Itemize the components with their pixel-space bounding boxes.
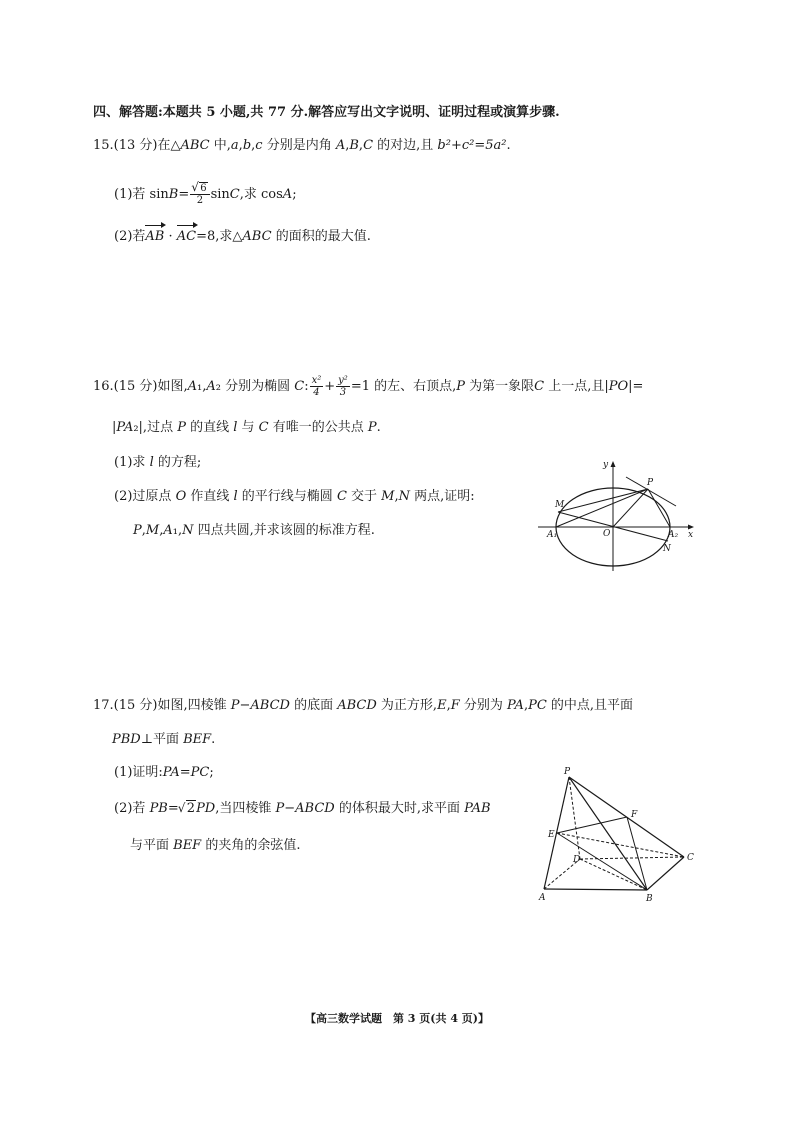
label-p: P xyxy=(647,478,654,488)
label-y: y xyxy=(603,460,609,470)
frac-num: x² xyxy=(311,375,322,386)
q16-text: 两点,证明: xyxy=(409,489,475,504)
q17-text: 与平面 xyxy=(130,838,174,853)
label-a: A xyxy=(539,893,546,903)
label-e: E xyxy=(548,830,555,840)
q17-var: P−ABCD xyxy=(230,698,290,713)
q16-text: =1 的左、右顶点, xyxy=(350,379,457,394)
frac-num: y² xyxy=(338,375,348,386)
q16-var: N xyxy=(398,489,410,504)
q16-var: P xyxy=(456,379,465,394)
q17-var: PA xyxy=(507,698,524,713)
q17-var: PC xyxy=(528,698,547,713)
q15-p1-frac-num xyxy=(190,183,209,195)
q16-fraction-y xyxy=(336,375,350,398)
q16-text: 为第一象限 xyxy=(465,379,535,394)
q16-var: C xyxy=(258,420,269,435)
q17-var: P−ABCD xyxy=(275,801,335,816)
q16-var: PO xyxy=(608,379,629,394)
q15-text: 的对边,且 xyxy=(373,138,438,153)
edge-pb xyxy=(569,777,647,890)
q16-var: M xyxy=(145,523,160,538)
q17-var: PD xyxy=(196,801,216,816)
q15-p1-var: B xyxy=(168,187,179,202)
q15-comma: , xyxy=(238,138,243,153)
q16-var: PA xyxy=(116,420,134,435)
q16-part2-line2 xyxy=(133,522,375,540)
q15-p2-text: 的面积的最大值. xyxy=(271,229,371,244)
vector-ab: AB xyxy=(145,229,165,244)
vector-ac: AC xyxy=(176,229,197,244)
q17-var: E xyxy=(437,698,447,713)
q16-text: . xyxy=(376,420,381,435)
q16-text: (1)求 xyxy=(114,455,150,470)
q16-var: A xyxy=(163,523,173,538)
q15-var-b: b xyxy=(242,138,252,153)
q17-text: 的底面 xyxy=(289,698,338,713)
q16-text: |= xyxy=(628,379,644,394)
q15-p1-eq: = xyxy=(178,187,190,202)
edge-ab xyxy=(544,889,647,890)
q15-text: 分别是内角 xyxy=(262,138,336,153)
q16-var: M xyxy=(381,489,395,504)
pyramid-figure xyxy=(530,765,702,905)
q16-var: C xyxy=(294,379,305,394)
q17-text: ,当四棱锥 xyxy=(215,801,276,816)
q15-stem-text: 15.(13 分)在△ xyxy=(93,138,181,153)
q17-part2 xyxy=(114,800,491,818)
q17-text: 为正方形, xyxy=(376,698,438,713)
q15-var-a: a xyxy=(230,138,239,153)
q16-text: 16.(15 分)如图, xyxy=(93,379,188,394)
q17-text: ⊥平面 xyxy=(140,732,184,747)
label-b: B xyxy=(646,894,653,904)
q17-text: 的夹角的余弦值. xyxy=(201,838,301,853)
q17-text: = xyxy=(167,801,179,816)
label-p: P xyxy=(564,767,571,777)
q16-var: P xyxy=(367,420,377,435)
q17-var: F xyxy=(450,698,460,713)
page-footer: 【高三数学试题 第 3 页(共 4 页)】 xyxy=(304,1012,490,1025)
q15-triangle: ABC xyxy=(180,138,210,153)
q16-var: P xyxy=(177,420,186,435)
q16-stem xyxy=(93,375,643,398)
q15-part2 xyxy=(114,228,371,246)
q15-angle-a: A xyxy=(335,138,346,153)
q16-var: A xyxy=(206,379,216,394)
ellipse-figure xyxy=(536,455,700,575)
q15-angle-c: C xyxy=(363,138,374,153)
q15-part1 xyxy=(114,183,297,206)
q17-var: BEF xyxy=(183,732,212,747)
q17-stem-line2 xyxy=(112,731,215,749)
q16-text: 交于 xyxy=(346,489,382,504)
q16-text: | xyxy=(112,420,117,435)
q16-text: (2)过原点 xyxy=(114,489,176,504)
q15-comma: , xyxy=(358,138,364,153)
q16-text: 的平行线与椭圆 xyxy=(237,489,337,504)
sqrt-sign xyxy=(179,800,196,818)
q17-var: ABCD xyxy=(337,698,377,713)
q15-period: . xyxy=(506,138,511,153)
q17-text: (1)证明: xyxy=(114,765,163,780)
q17-text: 的中点,且平面 xyxy=(546,698,634,713)
label-n: N xyxy=(663,544,671,554)
q15-p1-var: A xyxy=(282,187,293,202)
label-c: C xyxy=(687,853,694,863)
q17-text: 17.(15 分)如图,四棱锥 xyxy=(93,698,231,713)
q16-plus: + xyxy=(324,379,336,394)
q16-part2 xyxy=(114,488,475,506)
q16-var: l xyxy=(149,455,154,470)
q17-text: = xyxy=(179,765,191,780)
edge-bc xyxy=(647,857,684,890)
q17-text: 的体积最大时,求平面 xyxy=(334,801,465,816)
q16-text: 的直线 xyxy=(185,420,234,435)
q15-angle-b: B xyxy=(349,138,359,153)
q15-p1-var: C xyxy=(229,187,240,202)
label-a2: A₂ xyxy=(668,530,679,540)
q16-text: ₁, xyxy=(172,523,183,538)
q17-var: PA xyxy=(162,765,180,780)
q17-var: PB xyxy=(149,801,168,816)
q17-var: PBD xyxy=(112,732,141,747)
q16-text: ₂ 分别为椭圆 xyxy=(215,379,295,394)
q17-text: , xyxy=(446,698,451,713)
label-d: D xyxy=(573,855,581,865)
q16-text: 作直线 xyxy=(186,489,234,504)
q15-p2-dot: · xyxy=(164,229,177,244)
q15-condition: b²+c²=5a² xyxy=(437,138,507,153)
q16-text: : xyxy=(304,379,309,394)
q15-text: 中, xyxy=(209,138,231,153)
q15-p1-text: ; xyxy=(292,187,297,202)
q17-part1 xyxy=(114,764,214,782)
label-x: x xyxy=(688,530,694,540)
section-header: 四、解答题:本题共 5 小题,共 77 分.解答应写出文字说明、证明过程或演算步骤. xyxy=(93,105,560,120)
q15-p1-text: (1)若 sin xyxy=(114,187,169,202)
q15-comma: , xyxy=(251,138,256,153)
q16-part1 xyxy=(114,454,201,472)
q16-text: 有唯一的公共点 xyxy=(268,420,368,435)
q15-p1-frac-den: 2 xyxy=(196,195,204,206)
q16-var: l xyxy=(233,420,238,435)
q15-p2-text: (2)若 xyxy=(114,229,146,244)
q16-var: A xyxy=(187,379,198,394)
q16-var: C xyxy=(534,379,545,394)
q17-var: BEF xyxy=(173,838,202,853)
q15-p2-text: =8,求△ xyxy=(196,229,243,244)
q17-part2-line2 xyxy=(130,837,300,855)
q16-text: , xyxy=(394,489,399,504)
q16-text: 四点共圆,并求该圆的标准方程. xyxy=(193,523,375,538)
q17-text: 分别为 xyxy=(459,698,507,713)
q16-stem-line2 xyxy=(112,419,381,437)
q17-var: PAB xyxy=(464,801,491,816)
q17-text: ; xyxy=(209,765,214,780)
q17-radicand: 2 xyxy=(186,801,196,816)
q16-text: ₁, xyxy=(197,379,207,394)
q15-p1-text: sin xyxy=(210,187,230,202)
q15-p1-fraction xyxy=(190,183,209,206)
label-a1: A₁ xyxy=(547,530,558,540)
q16-var: O xyxy=(175,489,187,504)
frac-den: 4 xyxy=(313,387,320,398)
segment-a1p xyxy=(556,489,648,527)
sqrt-sign xyxy=(192,183,207,194)
q17-text: (2)若 xyxy=(114,801,150,816)
segment-pa2 xyxy=(648,489,670,527)
label-o: O xyxy=(603,529,611,539)
label-m: M xyxy=(555,500,565,510)
q15-comma: , xyxy=(345,138,350,153)
q16-var: l xyxy=(233,489,238,504)
q16-text: 的方程; xyxy=(153,455,202,470)
q17-text: . xyxy=(211,732,216,747)
q17-stem xyxy=(93,697,633,715)
q16-text: , xyxy=(141,523,146,538)
q15-p1-text: ,求 cos xyxy=(239,187,283,202)
q16-text: 与 xyxy=(237,420,259,435)
segment-op xyxy=(613,489,648,527)
q17-var: PC xyxy=(190,765,210,780)
q15-stem xyxy=(93,137,511,155)
segment-ef xyxy=(557,817,627,833)
q15-var-c: c xyxy=(255,138,263,153)
q16-var: C xyxy=(336,489,347,504)
q15-p1-radicand: 6 xyxy=(200,183,207,194)
q16-fraction-x xyxy=(310,375,324,398)
q17-text: , xyxy=(523,698,529,713)
q16-text: ₂|,过点 xyxy=(133,420,178,435)
q15-p2-triangle: ABC xyxy=(242,229,272,244)
x-axis-arrow xyxy=(688,525,694,530)
y-axis-arrow xyxy=(611,461,616,467)
frac-den: 3 xyxy=(339,387,347,398)
label-f: F xyxy=(631,810,638,820)
q16-var: P xyxy=(133,523,142,538)
q16-text: 上一点,且| xyxy=(544,379,609,394)
q16-var: N xyxy=(182,523,194,538)
edge-pd xyxy=(569,777,580,859)
q16-text: , xyxy=(159,523,164,538)
